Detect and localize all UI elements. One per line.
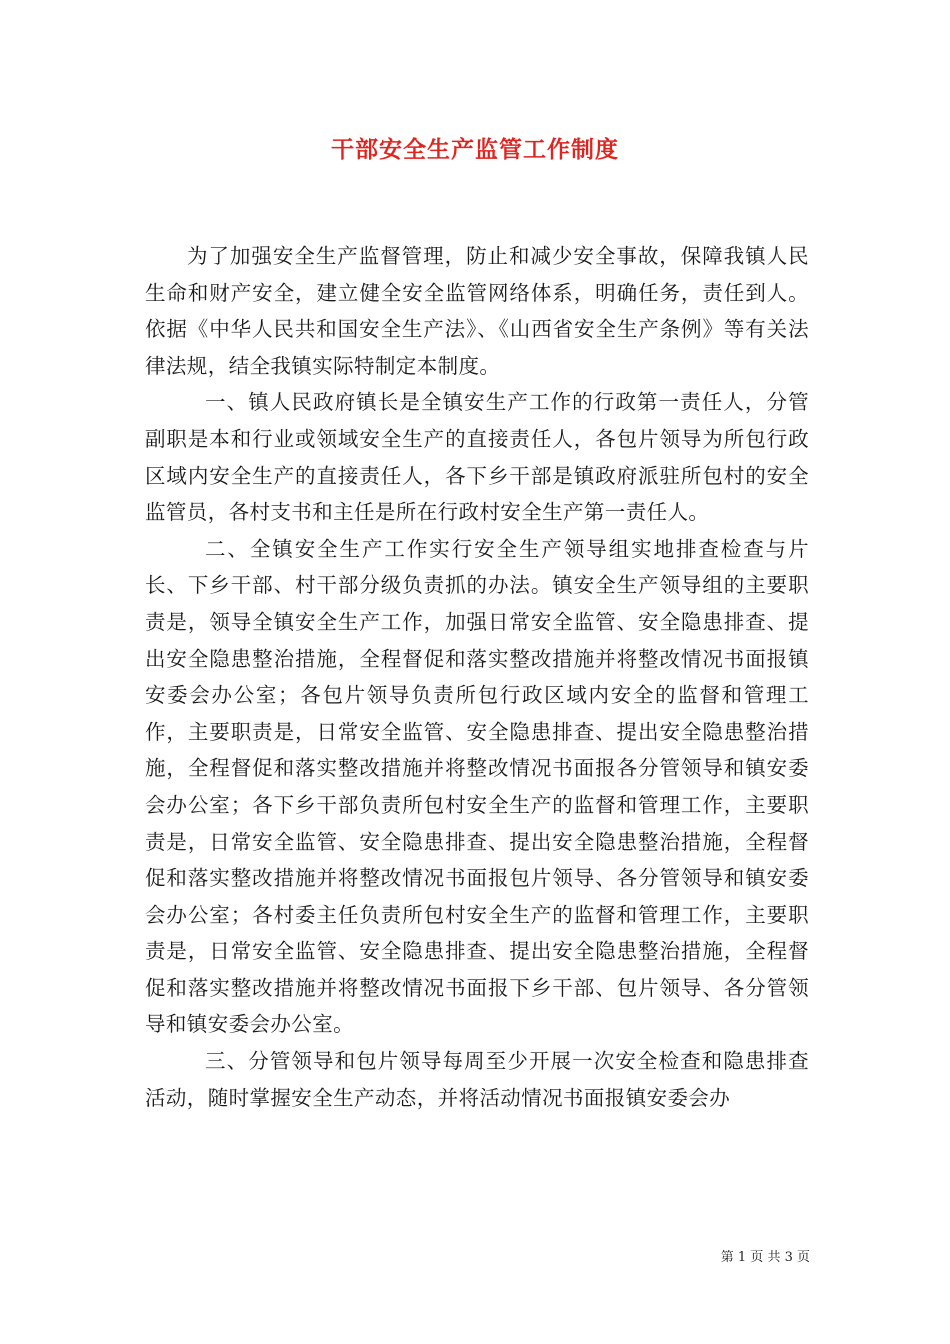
paragraph-intro: 为了加强安全生产监督管理，防止和减少安全事故，保障我镇人民生命和财产安全，建立健全安全监管网络体系，明确任务，责任到人。依据《中华人民共和国安全生产法》、《山西省安全生产条例》等有关法律法规，结全我镇实际特制定本制度。 [145, 244, 809, 378]
document-title: 干部安全生产监管工作制度 [331, 136, 619, 163]
page-number-footer: 第 1 页 共 3 页 [720, 1250, 810, 1265]
paragraph-item-3: 三、分管领导和包片领导每周至少开展一次安全检查和隐患排查活动，随时掌握安全生产动态，并将活动情况书面报镇安委会办 [145, 1049, 809, 1110]
document-body [145, 238, 809, 1116]
paragraph-item-2: 二、全镇安全生产工作实行安全生产领导组实地排查检查与片长、下乡干部、村干部分级负责抓的办法。镇安全生产领导组的主要职责是，领导全镇安全生产工作，加强日常安全监管、安全隐患排查、提出安全隐患整治措施，全程督促和落实整改措施并将整改情况书面报镇安委会办公室；各包片领导负责所包行政区域内安全的监督和管理工作，主要职责是，日常安全监管、安全隐患排查、提出安全隐患整治措施，全程督促和落实整改措施并将整改情况书面报各分管领导和镇安委会办公室；各下乡干部负责所包村安全生产的监督和管理工作，主要职责是，日常安全监管、安全隐患排查、提出安全隐患整治措施，全程督促和落实整改措施并将整改情况书面报包片领导、各分管领导和镇安委会办公室；各村委主任负责所包村安全生产的监督和管理工作，主要职责是，日常安全监管、安全隐患排查、提出安全隐患整治措施，全程督促和落实整改措施并将整改情况书面报下乡干部、包片领导、各分管领导和镇安委会办公室。 [145, 536, 809, 1037]
paragraph-item-1: 一、镇人民政府镇长是全镇安生产工作的行政第一责任人，分管副职是本和行业或领域安全生产的直接责任人，各包片领导为所包行政区域内安全生产的直接责任人，各下乡干部是镇政府派驻所包村的安全监管员，各村支书和主任是所在行政村安全生产第一责任人。 [145, 390, 809, 525]
